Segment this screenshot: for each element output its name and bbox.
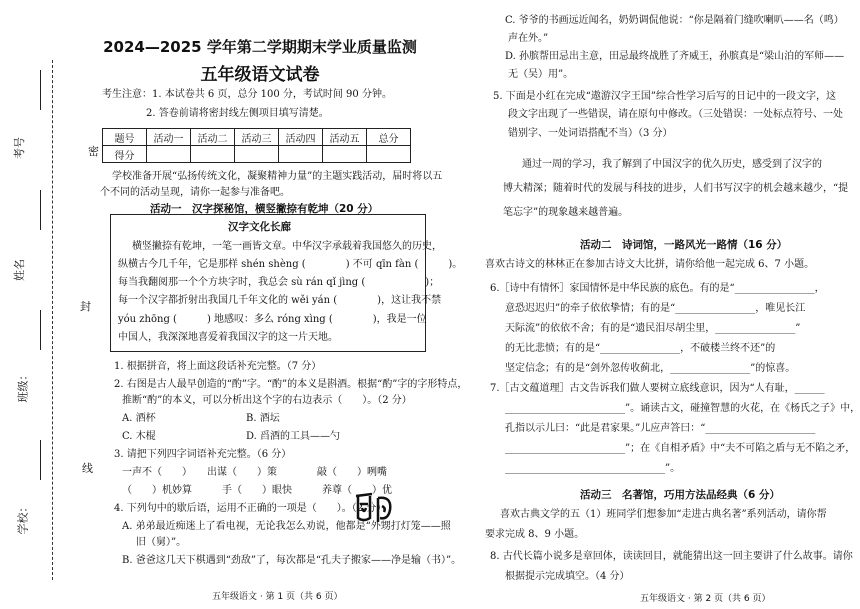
score-header: 活动五 <box>323 129 367 146</box>
score-cell[interactable] <box>235 146 279 163</box>
score-cell[interactable] <box>191 146 235 163</box>
score-cell[interactable] <box>147 146 191 163</box>
option-4b: B. 爸爸这几天下棋遇到“劲敌”了，每次都是“孔夫子搬家——净是输（书）”。 <box>122 555 462 566</box>
question-7-line-2: ________________________”。诵读古文，碰撞智慧的火花，在《杨氏之子》中， <box>505 403 860 414</box>
seal-banji: 班级： <box>16 369 30 403</box>
passage-line-5: yóu zhōng ( ) 地感叹：多么 róng xìng ( )，我是一位 <box>118 314 427 325</box>
question-5-line-3: 错别字、一处词语搭配不当）（3 分） <box>508 128 673 139</box>
question-7-line-4: ________________________”；在《自相矛盾》中“夫不可陷之盾与无不陷之矛， <box>505 443 856 454</box>
question-5-line-2: 段文字出现了一些错误，请在原句中修改。（三处错误：一处标点符号、一处 <box>508 109 843 120</box>
diary-line-1: 通过一周的学习，我了解到了中国汉字的优久历史，感受到了汉字的 <box>522 159 822 170</box>
option-2c: C. 木棍 <box>122 431 156 442</box>
activity-3-intro-2: 要求完成 8、9 小题。 <box>485 529 585 540</box>
option-4a-line-1: A. 弟弟最近痴迷上了看电视，无论我怎么劝说，他都是“外甥打灯笼——照 <box>122 521 451 532</box>
score-header: 活动二 <box>191 129 235 146</box>
xuexiao-blank <box>40 440 42 480</box>
score-table <box>102 128 411 163</box>
score-header: 活动四 <box>279 129 323 146</box>
question-8-line-2: 根据提示完成填空。（4 分） <box>505 571 630 582</box>
score-header: 活动一 <box>147 129 191 146</box>
seal-feng: 封 <box>80 300 91 313</box>
score-header: 总分 <box>367 129 411 146</box>
question-8-line-1: 8. 古代长篇小说多是章回体，读读回目，就能猜出这一回主要讲了什么故事。请你 <box>490 551 853 562</box>
option-4c-line-2: 声在外。” <box>508 33 549 44</box>
intro-line-1: 学校准备开展“弘扬传统文化，凝聚精神力量”的主题实践活动，届时将以五 <box>112 171 443 182</box>
question-6-line-3: 天际流”的依依不舍；有的是“遗民泪尽胡尘里，________________” <box>505 323 801 334</box>
option-2a: A. 酒杯 <box>122 413 156 424</box>
passage-line-4: 每一个汉字都折射出我国几千年文化的 wěi yán ( )，这让我不禁 <box>118 295 442 306</box>
seal-kaohao: 考号 <box>13 137 26 159</box>
question-4: 4. 下列句中的歇后语，运用不正确的一项是（ ）。（2 分） <box>114 503 387 514</box>
question-3-row-1: 一声不（ ） 出谋（ ）策 敲（ ）咧嘴 <box>122 467 387 478</box>
footer-left: 五年级语文 · 第 1 页（共 6 页） <box>212 592 343 602</box>
footer-right: 五年级语文 · 第 2 页（共 6 页） <box>640 594 771 604</box>
intro-line-2: 个不同的活动呈现，请你一起参与准备吧。 <box>100 187 290 198</box>
passage-line-6: 中国人，我深深地喜爱着我国汉字的这一片天地。 <box>118 332 338 343</box>
seal-dashed-line <box>52 60 53 580</box>
diary-line-2: 博大精深；随着时代的发展与科技的进步，人们书写汉字的机会越来越少，“提 <box>503 183 849 194</box>
question-7-line-3: 孔指以示儿曰：“此是君家果。”儿应声答曰：“______________________ <box>505 423 816 434</box>
passage-line-2: 纵横古今几千年，它是那样 shén shèng ( ) 不可 qīn fàn ( )。 <box>118 259 463 270</box>
question-7-line-5: ________________________________”。 <box>505 463 681 474</box>
notice-2: 2. 答卷前请将密封线左侧项目填写清楚。 <box>146 108 329 119</box>
passage-line-1: 横竖撇捺有乾坤，一笔一画皆文章。中华汉字承载着我国悠久的历史， <box>132 241 442 252</box>
passage-line-3: 每当我翻阅那一个个方块字时，我总会 sù rán qǐ jìng ( )； <box>118 277 440 288</box>
option-4d-line-1: D. 孙膑帮田忌出主意，田忌最终战胜了齐威王，孙膑真是“梁山泊的军师—— <box>505 51 845 62</box>
question-6-line-4: 的无比悲愤；有的是“________________，不破楼兰终不还”的 <box>505 343 776 354</box>
seal-xingming: 姓名 <box>13 259 26 281</box>
question-6-line-1: 6.［诗中有情怀］家国情怀是中华民族的底色。有的是“________________， <box>490 283 825 294</box>
question-6-line-2: 意恐迟迟归”的牵子依依挚情；有的是“________________，唯见长江 <box>505 303 806 314</box>
question-6-line-5: 坚定信念；有的是“剑外忽传收蓟北，________________”的惊喜。 <box>505 363 796 374</box>
activity-3-heading: 活动三 名著馆，巧用方法品经典（6 分） <box>580 489 780 501</box>
question-7-line-1: 7.［古文蕴道理］古文告诉我们做人要树立底线意识，因为“人有耻，______ <box>490 383 825 394</box>
exam-subtitle: 五年级语文试卷 <box>200 65 320 85</box>
seal-xuexiao: 学校： <box>16 501 30 535</box>
option-4d-line-2: 无（吴）用”。 <box>508 69 574 80</box>
kaohao-blank <box>40 70 42 110</box>
banji-blank <box>40 310 42 350</box>
option-2b: B. 酒坛 <box>246 413 280 424</box>
score-header: 活动三 <box>235 129 279 146</box>
ancient-zhuo-character-image <box>352 488 400 528</box>
question-3-row-2: （ ）机妙算 手（ ）眼快 养尊（ ）优 <box>122 485 392 496</box>
question-2-line-1: 2. 右图是古人最早创造的“酌”字。“酌”的本义是斟酒。根据“酌”字的字形特点， <box>114 379 468 390</box>
activity-3-intro-1: 喜欢古典文学的五（1）班同学们想参加“走进古典名著”系列活动，请你帮 <box>500 509 827 520</box>
score-header: 题号 <box>103 129 147 146</box>
notice-1: 考生注意：1. 本试卷共 6 页，总分 100 分，考试时间 90 分钟。 <box>102 89 392 100</box>
question-1: 1. 根据拼音，将上面这段话补充完整。（7 分） <box>114 361 322 372</box>
activity-2-intro: 喜欢古诗文的林林正在参加古诗文大比拼，请你给他一起完成 6、7 小题。 <box>485 259 815 270</box>
question-5-line-1: 5. 下面是小红在完成“遨游汉字王国”综合性学习后写的日记中的一段文字，这 <box>493 91 836 102</box>
activity-1-heading: 活动一 汉字探秘馆，横竖撇捺有乾坤（20 分） <box>150 203 379 215</box>
diary-line-3: 笔忘字”的现象越来越普遍。 <box>503 207 629 218</box>
score-cell[interactable] <box>323 146 367 163</box>
seal-xian: 线 <box>82 462 93 475</box>
passage-title: 汉字文化长廊 <box>228 221 291 233</box>
question-2-line-2: 推断“酌”的本义，可以分析出这个字的右边表示（ ）。（2 分） <box>122 395 412 406</box>
score-cell[interactable] <box>367 146 411 163</box>
activity-2-heading: 活动二 诗词馆，一路风光一路情（16 分） <box>580 239 788 251</box>
exam-title: 2024—2025 学年第二学期期末学业质量监测 <box>103 38 417 56</box>
option-2d: D. 舀酒的工具——勺 <box>246 431 341 442</box>
option-4a-line-2: 旧（舅）”。 <box>136 537 187 548</box>
question-3: 3. 请把下列四字词语补充完整。（6 分） <box>114 449 292 460</box>
score-cell[interactable] <box>279 146 323 163</box>
option-4c-line-1: C. 爷爷的书画远近闻名，奶奶调侃他说：“你是隔着门缝吹喇叭——名（鸣） <box>505 15 844 26</box>
score-row-label: 得分 <box>103 146 147 163</box>
seal-mi: 密 <box>88 145 99 158</box>
xingming-blank <box>40 190 42 230</box>
